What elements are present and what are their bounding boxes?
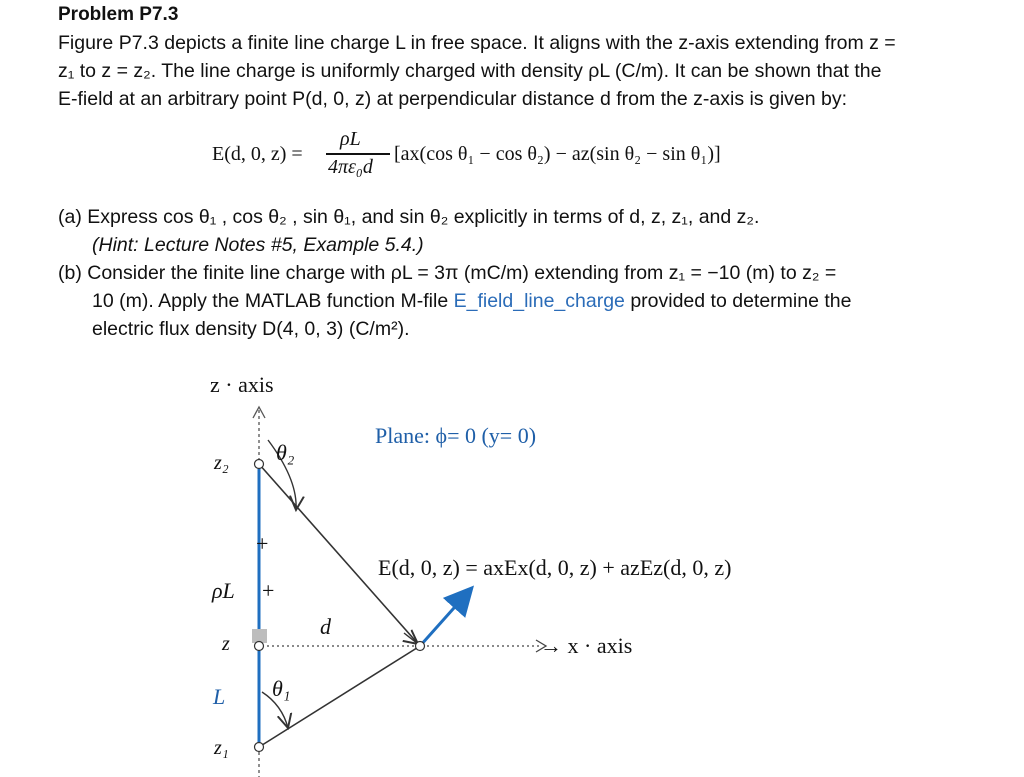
equation-denominator: 4πε₀d: [328, 156, 373, 178]
right-angle-marker: [252, 629, 267, 643]
plane-label: Plane: ϕ= 0 (y= 0): [375, 423, 537, 448]
theta2-label: θ₂: [276, 440, 295, 465]
part-a-hint: (Hint: Lecture Notes #5, Example 5.4.): [92, 234, 424, 256]
z-label: z: [222, 633, 230, 655]
part-b-line-2-post: provided to determine the: [624, 290, 852, 312]
L-label: L: [213, 684, 226, 709]
equation-lhs: E(d, 0, z) =: [212, 143, 303, 165]
problem-title: Problem P7.3: [58, 4, 179, 25]
part-a-line-1: (a) Express cos θ₁ , cos θ₂ , sin θ₁, and sin θ₂ explicitly in terms of d, z, z₁, and z₂.: [58, 206, 760, 228]
x-axis-label: → x · axis: [540, 633, 633, 658]
e-field-vector: [420, 590, 470, 646]
part-b-line-3: electric flux density D(4, 0, 3) (C/m²).: [92, 318, 410, 340]
rho-label: ρL: [212, 578, 235, 603]
point-p: [416, 642, 425, 651]
point-z1: [255, 743, 264, 752]
equation-rhs: [ax(cos θ₁ − cos θ₂) − az(sin θ₂ − sin θ₁)]: [394, 143, 721, 165]
point-z: [255, 642, 264, 651]
z-axis-label: z · axis: [210, 372, 274, 397]
plus-sign-1: +: [256, 531, 269, 556]
field-expression-label: E(d, 0, z) = axEx(d, 0, z) + azEz(d, 0, z): [378, 555, 732, 580]
intro-line-2: z₁ to z = z₂. The line charge is uniformly charged with density ρL (C/m). It can be shown that the: [58, 60, 882, 82]
part-b-line-1: (b) Consider the finite line charge with ρL = 3π (mC/m) extending from z₁ = −10 (m) to z₂ =: [58, 262, 837, 284]
plus-sign-2: +: [262, 578, 275, 603]
intro-line-3: E-field at an arbitrary point P(d, 0, z) at perpendicular distance d from the z-axis is given by:: [58, 88, 848, 110]
z1-label: z₁: [214, 737, 229, 759]
matlab-file-link[interactable]: E_field_line_charge: [453, 290, 625, 312]
z2-label: z₂: [214, 452, 229, 474]
point-z2: [255, 460, 264, 469]
d-label: d: [320, 614, 331, 639]
intro-line-1: Figure P7.3 depicts a finite line charge L in free space. It aligns with the z-axis extending from z =: [58, 32, 896, 54]
theta1-label: θ₁: [272, 676, 291, 701]
equation-numerator: ρL: [340, 128, 361, 150]
part-b-line-2-pre: 10 (m). Apply the MATLAB function M-file: [92, 290, 454, 312]
